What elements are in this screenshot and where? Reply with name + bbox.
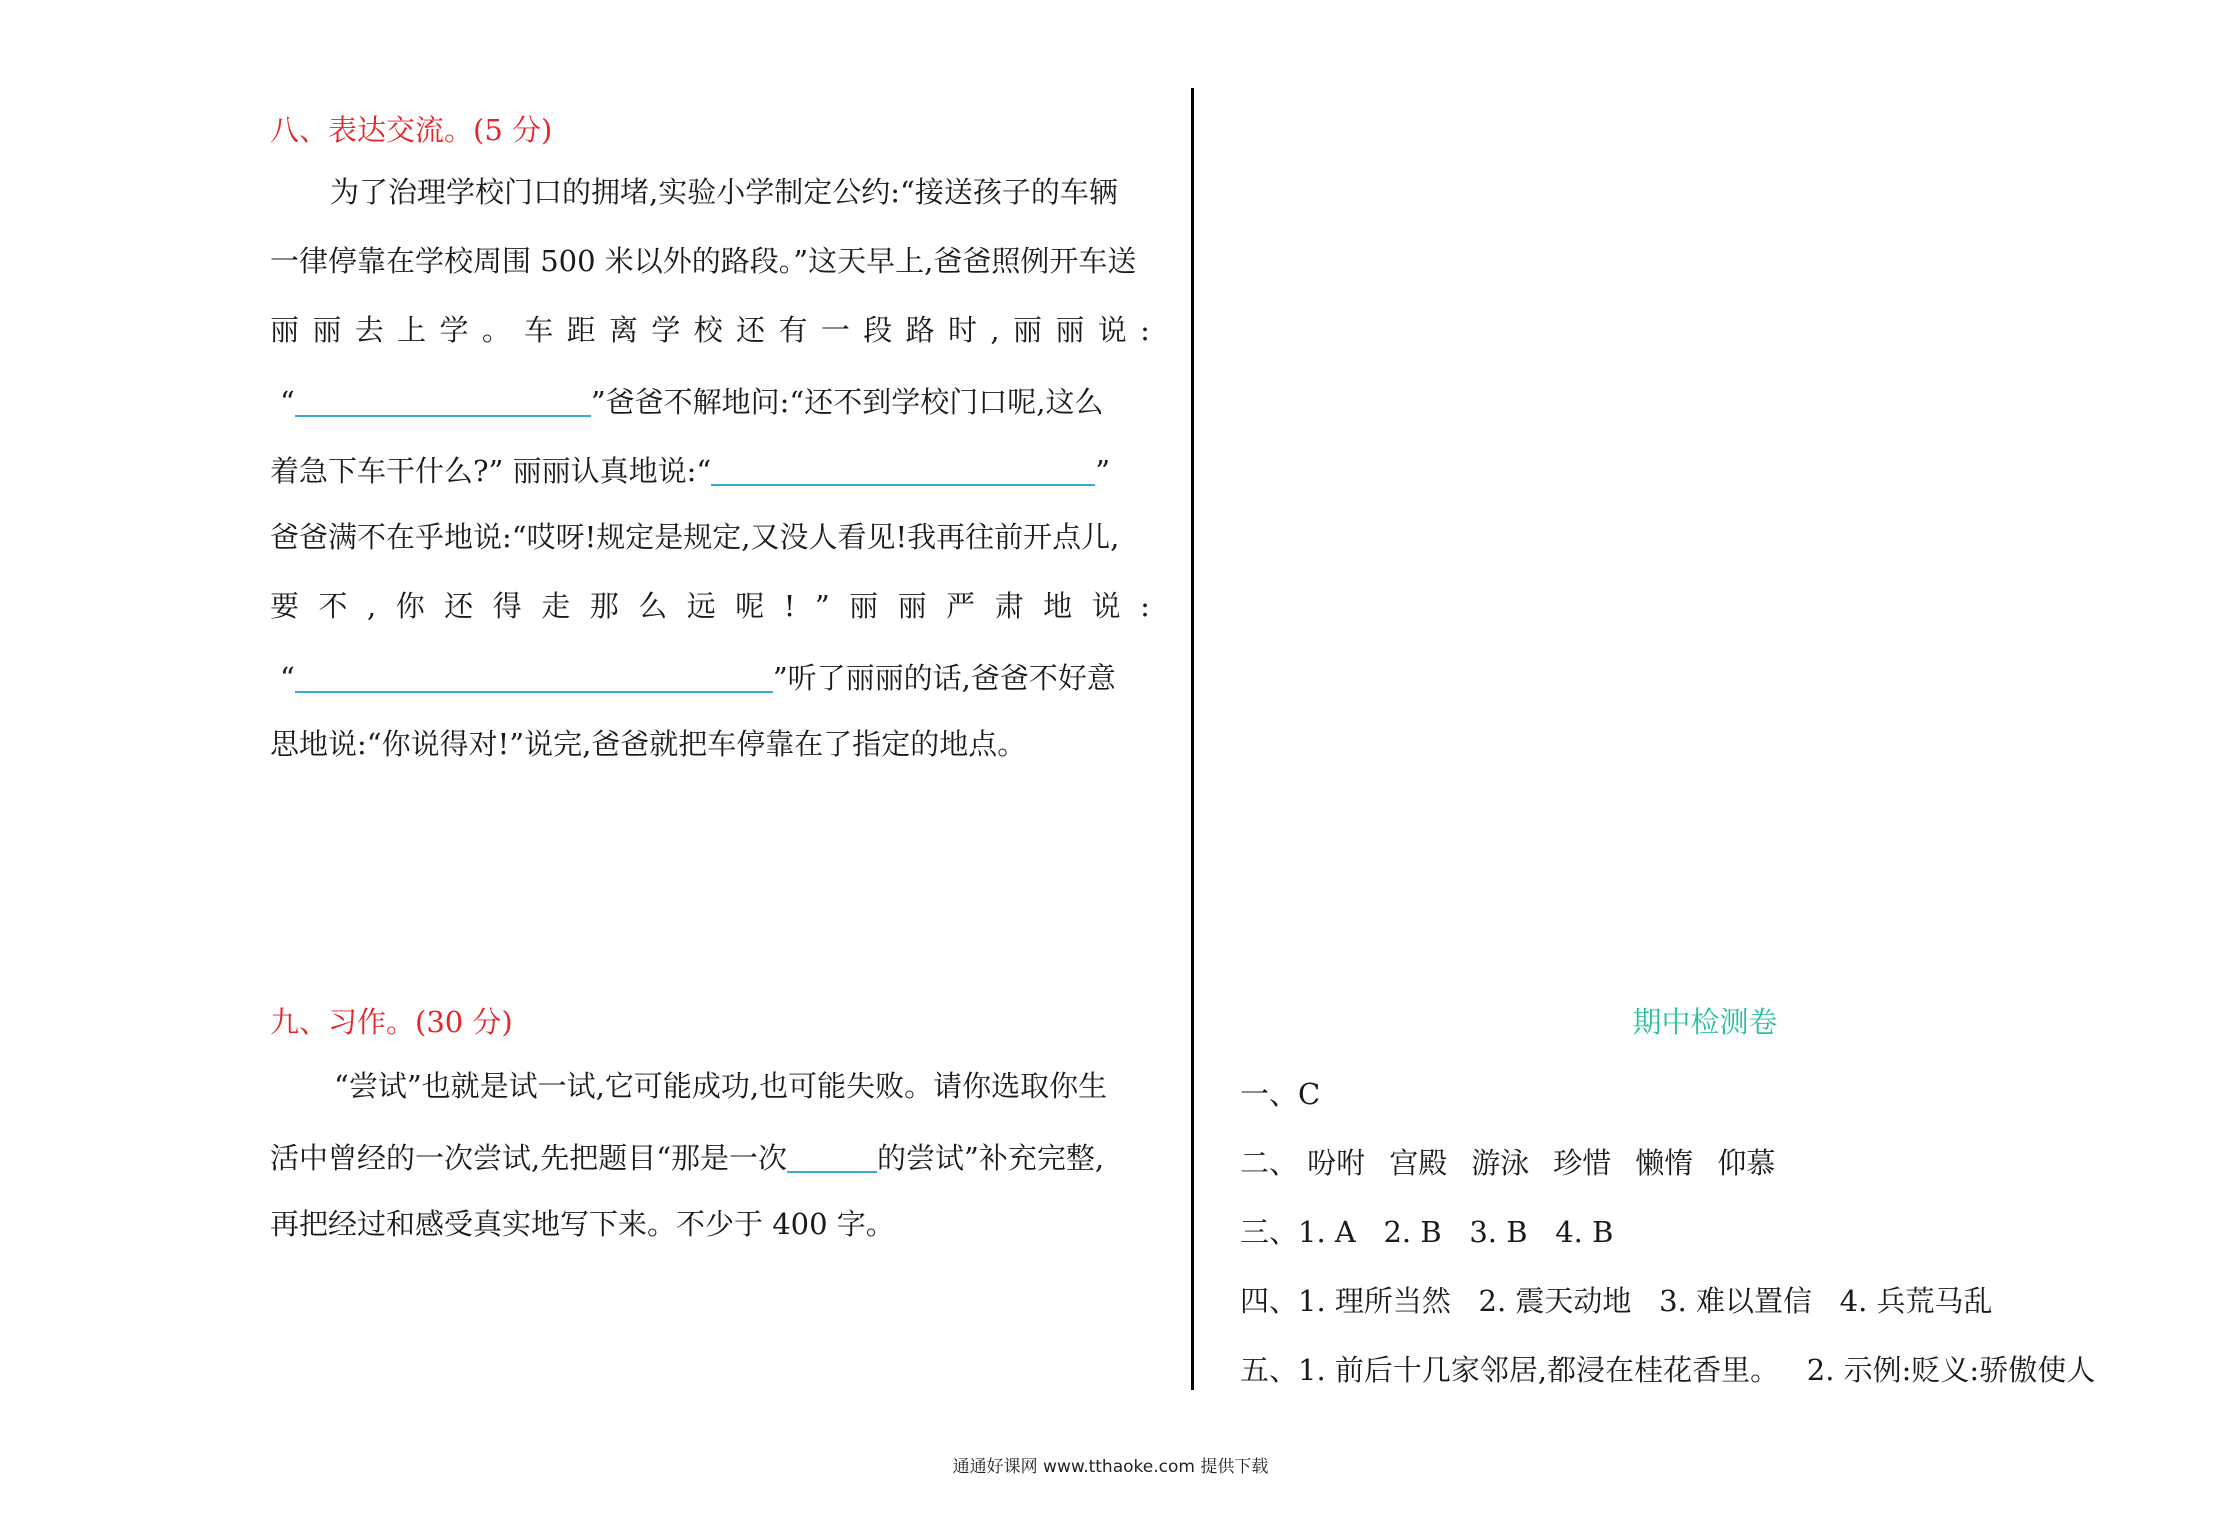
line-7-char: 得 <box>492 589 522 623</box>
line-3-char: 丽 <box>312 313 342 347</box>
line-7-char: ! <box>783 589 796 623</box>
line-7-char: 你 <box>395 589 425 623</box>
line-3-char: 上 <box>397 313 427 347</box>
line-7-char: 走 <box>541 589 571 623</box>
section-8-line-5 <box>270 454 1110 486</box>
line-5-text: 着急下车干什么?” 丽丽认真地说:“ <box>270 454 712 488</box>
line-7-char: 要 <box>270 589 300 623</box>
line-3-char: 一 <box>820 313 850 347</box>
close-quote: ” <box>1095 454 1111 488</box>
answer-word: 仰慕 <box>1717 1146 1776 1180</box>
answer-word: 珍惜 <box>1553 1146 1612 1180</box>
line-3-char: 去 <box>354 313 384 347</box>
open-quote: “ <box>280 661 295 695</box>
line-3-char: 有 <box>778 313 808 347</box>
answer-row-4: 四、1. 理所当然 2. 震天动地 3. 难以置信 4. 兵荒马乱 <box>1240 1284 1993 1318</box>
line-3-char: 丽 <box>270 313 300 347</box>
answer-blank-1[interactable] <box>295 385 591 417</box>
line-3-char: , <box>990 313 1000 347</box>
answer-word: 懒惰 <box>1635 1146 1694 1180</box>
section-8-line-2: 一律停靠在学校周围 500 米以外的路段。”这天早上,爸爸照例开车送 <box>270 244 1137 278</box>
line-3-char: 校 <box>693 313 723 347</box>
line-7-char: 地 <box>1043 589 1073 623</box>
line-7-char: , <box>367 589 377 623</box>
section-8-line-8 <box>280 661 1116 693</box>
line-7-char: 丽 <box>897 589 927 623</box>
line-7-char: 肃 <box>994 589 1024 623</box>
line-3-char: 距 <box>566 313 596 347</box>
line-7-char: 丽 <box>849 589 879 623</box>
line-3-char: 说 <box>1097 313 1127 347</box>
line-3-char: 学 <box>439 313 469 347</box>
line-3-char: 学 <box>651 313 681 347</box>
row-2-label: 二、 <box>1240 1146 1299 1180</box>
line-4-text: ”爸爸不解地问:“还不到学校门口呢,这么 <box>590 385 1104 419</box>
answer-word: 吩咐 <box>1307 1146 1366 1180</box>
line-3-char: 路 <box>905 313 935 347</box>
line-7-char: 严 <box>946 589 976 623</box>
answer-word: 宫殿 <box>1389 1146 1448 1180</box>
section-9-line-3: 再把经过和感受真实地写下来。不少于 400 字。 <box>270 1207 895 1241</box>
line-3-char: 丽 <box>1012 313 1042 347</box>
answer-row-1: 一、C <box>1240 1077 1321 1111</box>
line-3-char: 时 <box>948 313 978 347</box>
line-7-char: 还 <box>444 589 474 623</box>
title-blank[interactable] <box>787 1141 877 1173</box>
line-3-char: 。 <box>481 313 511 347</box>
answer-row-5: 五、1. 前后十几家邻居,都浸在桂花香里。 2. 示例:贬义:骄傲使人 <box>1240 1353 2096 1387</box>
line-3-char: 还 <box>736 313 766 347</box>
section-9-line-1: “尝试”也就是试一试,它可能成功,也可能失败。请你选取你生 <box>334 1069 1108 1103</box>
line-3-char: : <box>1140 313 1150 347</box>
line-3-char: 段 <box>863 313 893 347</box>
section-9-heading: 九、习作。(30 分) <box>270 1005 513 1039</box>
section-8-line-4 <box>280 385 1103 417</box>
section-8-line-6: 爸爸满不在乎地说:“哎呀!规定是规定,又没人看见!我再往前开点儿, <box>270 520 1120 554</box>
footer-source: 通通好课网 www.tthaoke.com 提供下载 <box>952 1457 1269 1477</box>
line-7-char: 那 <box>589 589 619 623</box>
line-7-char: 说 <box>1091 589 1121 623</box>
section-8-line-1: 为了治理学校门口的拥堵,实验小学制定公约:“接送孩子的车辆 <box>330 175 1118 209</box>
section-8-heading: 八、表达交流。(5 分) <box>270 113 553 147</box>
open-quote: “ <box>280 385 295 419</box>
section-8-line-9: 思地说:“你说得对!”说完,爸爸就把车停靠在了指定的地点。 <box>270 727 1027 761</box>
line-3-char: 车 <box>524 313 554 347</box>
line-3-char: 丽 <box>1055 313 1085 347</box>
answer-row-2 <box>1240 1141 1799 1182</box>
column-divider <box>1191 88 1194 1390</box>
answer-word: 游泳 <box>1471 1146 1530 1180</box>
line-2-after: 的尝试”补充完整, <box>877 1141 1105 1175</box>
line-8-text: ”听了丽丽的话,爸爸不好意 <box>772 661 1116 695</box>
answer-row-3: 三、1. A 2. B 3. B 4. B <box>1240 1215 1614 1249</box>
line-3-char: 离 <box>609 313 639 347</box>
line-7-char: 远 <box>686 589 716 623</box>
line-7-char: 么 <box>638 589 668 623</box>
line-7-char: ” <box>814 589 830 623</box>
line-7-char: 不 <box>318 589 348 623</box>
line-2-before: 活中曾经的一次尝试,先把题目“那是一次 <box>270 1141 788 1175</box>
section-8-line-7 <box>270 589 1150 623</box>
line-7-char: : <box>1140 589 1150 623</box>
line-7-char: 呢 <box>735 589 765 623</box>
answer-blank-3[interactable] <box>295 661 773 693</box>
answer-key-title: 期中检测卷 <box>1632 1005 1778 1039</box>
answer-blank-2[interactable] <box>711 454 1095 486</box>
section-8-line-3 <box>270 313 1150 347</box>
section-9-line-2 <box>270 1141 1104 1173</box>
